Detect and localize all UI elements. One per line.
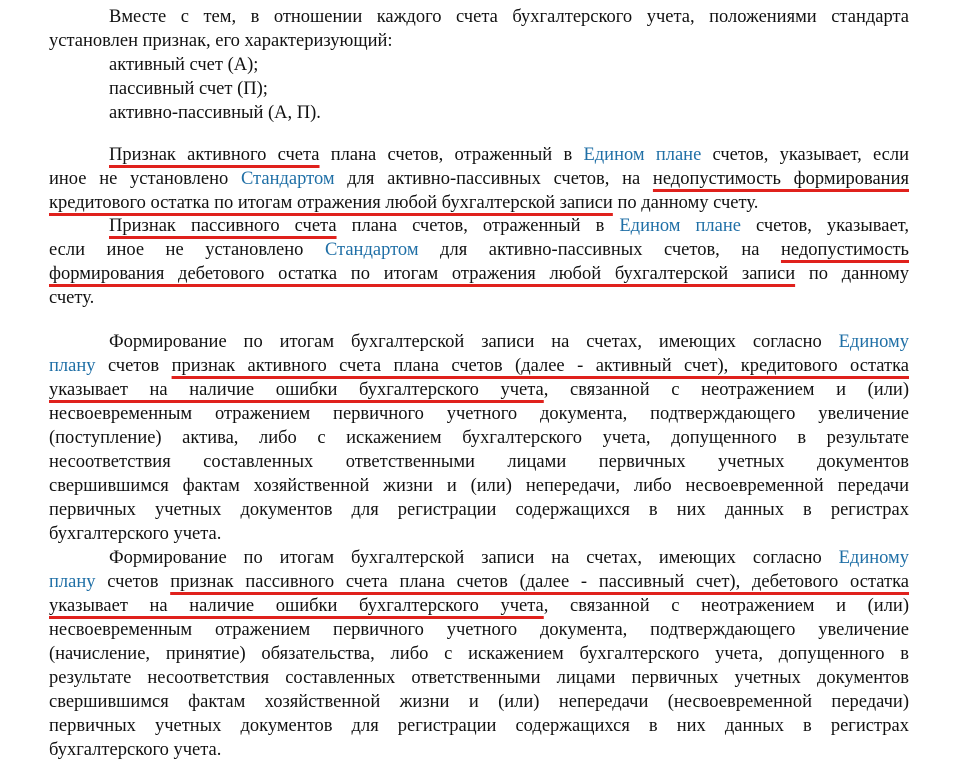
p3-text: Формирование по итогам бухгалтерской записи на счетах, имеющих согласно bbox=[109, 332, 839, 352]
p4-underlined-error: указывает на наличие ошибки бухгалтерского учета bbox=[49, 596, 544, 616]
p4-underlined-clause: признак пассивного счета плана счетов (далее - пассивный счет), дебетового остатка bbox=[170, 572, 910, 592]
p4-text: Формирование по итогам бухгалтерской записи на счетах, имеющих согласно bbox=[109, 548, 839, 568]
p2-underlined-term: Признак пассивного счета bbox=[109, 216, 337, 236]
list-item-active: активный счет (А); bbox=[109, 55, 259, 75]
intro-line-2: установлен признак, его характеризующий: bbox=[49, 31, 393, 51]
p4-link-plan[interactable]: плану bbox=[49, 572, 96, 592]
p4-text: , связанной с неотражением и (или) bbox=[543, 596, 909, 616]
p4-line-9: бухгалтерского учета. bbox=[49, 740, 222, 760]
p3-line-4: несвоевременным отражением первичного учетного документа, подтверждающего увеличение bbox=[49, 404, 909, 424]
p1-underlined-clause: недопустимость формирования bbox=[652, 169, 909, 189]
p2-line-1 bbox=[49, 214, 909, 238]
list-item-active-passive: активно-пассивный (А, П). bbox=[109, 103, 321, 123]
p2-line-2 bbox=[49, 238, 909, 262]
p2-link-standard[interactable]: Стандартом bbox=[324, 240, 419, 260]
p2-text: плана счетов, отраженный в bbox=[336, 216, 620, 236]
p3-link-plan[interactable]: плану bbox=[49, 356, 96, 376]
p1-text: иное не установлено bbox=[49, 169, 241, 189]
p3-line-9: бухгалтерского учета. bbox=[49, 524, 222, 544]
p3-line-1 bbox=[49, 330, 909, 354]
p4-line-3 bbox=[49, 594, 909, 618]
p4-line-4: несвоевременным отражением первичного учетного документа, подтверждающего увеличение bbox=[49, 620, 909, 640]
list-item-passive: пассивный счет (П); bbox=[109, 79, 268, 99]
p3-line-2 bbox=[49, 354, 909, 378]
p3-link-unified-plan[interactable]: Единому bbox=[838, 332, 909, 352]
p3-line-7: свершившимся фактам хозяйственной жизни и (или) непередачи, либо несвоевременной передачи bbox=[49, 476, 909, 496]
p2-text: по данному bbox=[795, 264, 909, 284]
p3-line-5: (поступление) актива, либо с искажением бухгалтерского учета, допущенного в результате bbox=[49, 428, 909, 448]
p4-line-7: свершившимся фактам хозяйственной жизни и (или) непередачи (несвоевременной передачи) bbox=[49, 692, 909, 712]
p3-line-3 bbox=[49, 378, 909, 402]
p4-line-6: результате несоответствия составленных ответственными лицами первичных учетных документов bbox=[49, 668, 909, 688]
p1-text: для активно-пассивных счетов, на bbox=[334, 169, 653, 189]
intro-line-1: Вместе с тем, в отношении каждого счета бухгалтерского учета, положениями стандарта bbox=[109, 7, 909, 27]
p1-link-unified-plan[interactable]: Едином плане bbox=[583, 145, 702, 165]
p4-line-2 bbox=[49, 570, 909, 594]
p1-text: по данному счету. bbox=[612, 193, 759, 213]
p1-line-2 bbox=[49, 167, 909, 191]
p4-line-5: (начисление, принятие) обязательства, либо с искажением бухгалтерского учета, допущенного в bbox=[49, 644, 909, 664]
p2-line-4: счету. bbox=[49, 288, 95, 308]
p1-link-standard[interactable]: Стандартом bbox=[240, 169, 335, 189]
p3-line-8: первичных учетных документов для регистрации содержащихся в них данных в регистрах bbox=[49, 500, 909, 520]
p2-line-3 bbox=[49, 262, 909, 286]
p3-text: , связанной с неотражением и (или) bbox=[543, 380, 909, 400]
p1-line-1 bbox=[49, 143, 909, 167]
p3-underlined-error: указывает на наличие ошибки бухгалтерского учета bbox=[49, 380, 544, 400]
p2-text: если иное не установлено bbox=[49, 240, 325, 260]
p1-text: счетов, указывает, если bbox=[701, 145, 910, 165]
p4-link-unified-plan[interactable]: Единому bbox=[838, 548, 909, 568]
p2-text: счетов, указывает, bbox=[740, 216, 909, 236]
p4-line-1 bbox=[49, 546, 909, 570]
p3-underlined-clause: признак активного счета плана счетов (далее - активный счет), кредитового остатка bbox=[171, 356, 909, 376]
p2-text: для активно-пассивных счетов, на bbox=[418, 240, 781, 260]
p2-underlined-clause: недопустимость bbox=[780, 240, 909, 260]
p3-text: счетов bbox=[95, 356, 172, 376]
p1-underlined-term: Признак активного счета bbox=[109, 145, 320, 165]
p4-text: счетов bbox=[95, 572, 171, 592]
p4-line-8: первичных учетных документов для регистрации содержащихся в них данных в регистрах bbox=[49, 716, 909, 736]
p2-underlined-clause-cont: формирования дебетового остатка по итогам отражения любой бухгалтерской записи bbox=[49, 264, 796, 284]
p1-text: плана счетов, отраженный в bbox=[319, 145, 584, 165]
p2-link-unified-plan[interactable]: Едином плане bbox=[619, 216, 741, 236]
p1-line-3 bbox=[49, 191, 909, 215]
p1-underlined-clause-cont: кредитового остатка по итогам отражения любой бухгалтерской записи bbox=[49, 193, 613, 213]
p3-line-6: несоответствия составленных ответственными лицами первичных учетных документов bbox=[49, 452, 909, 472]
